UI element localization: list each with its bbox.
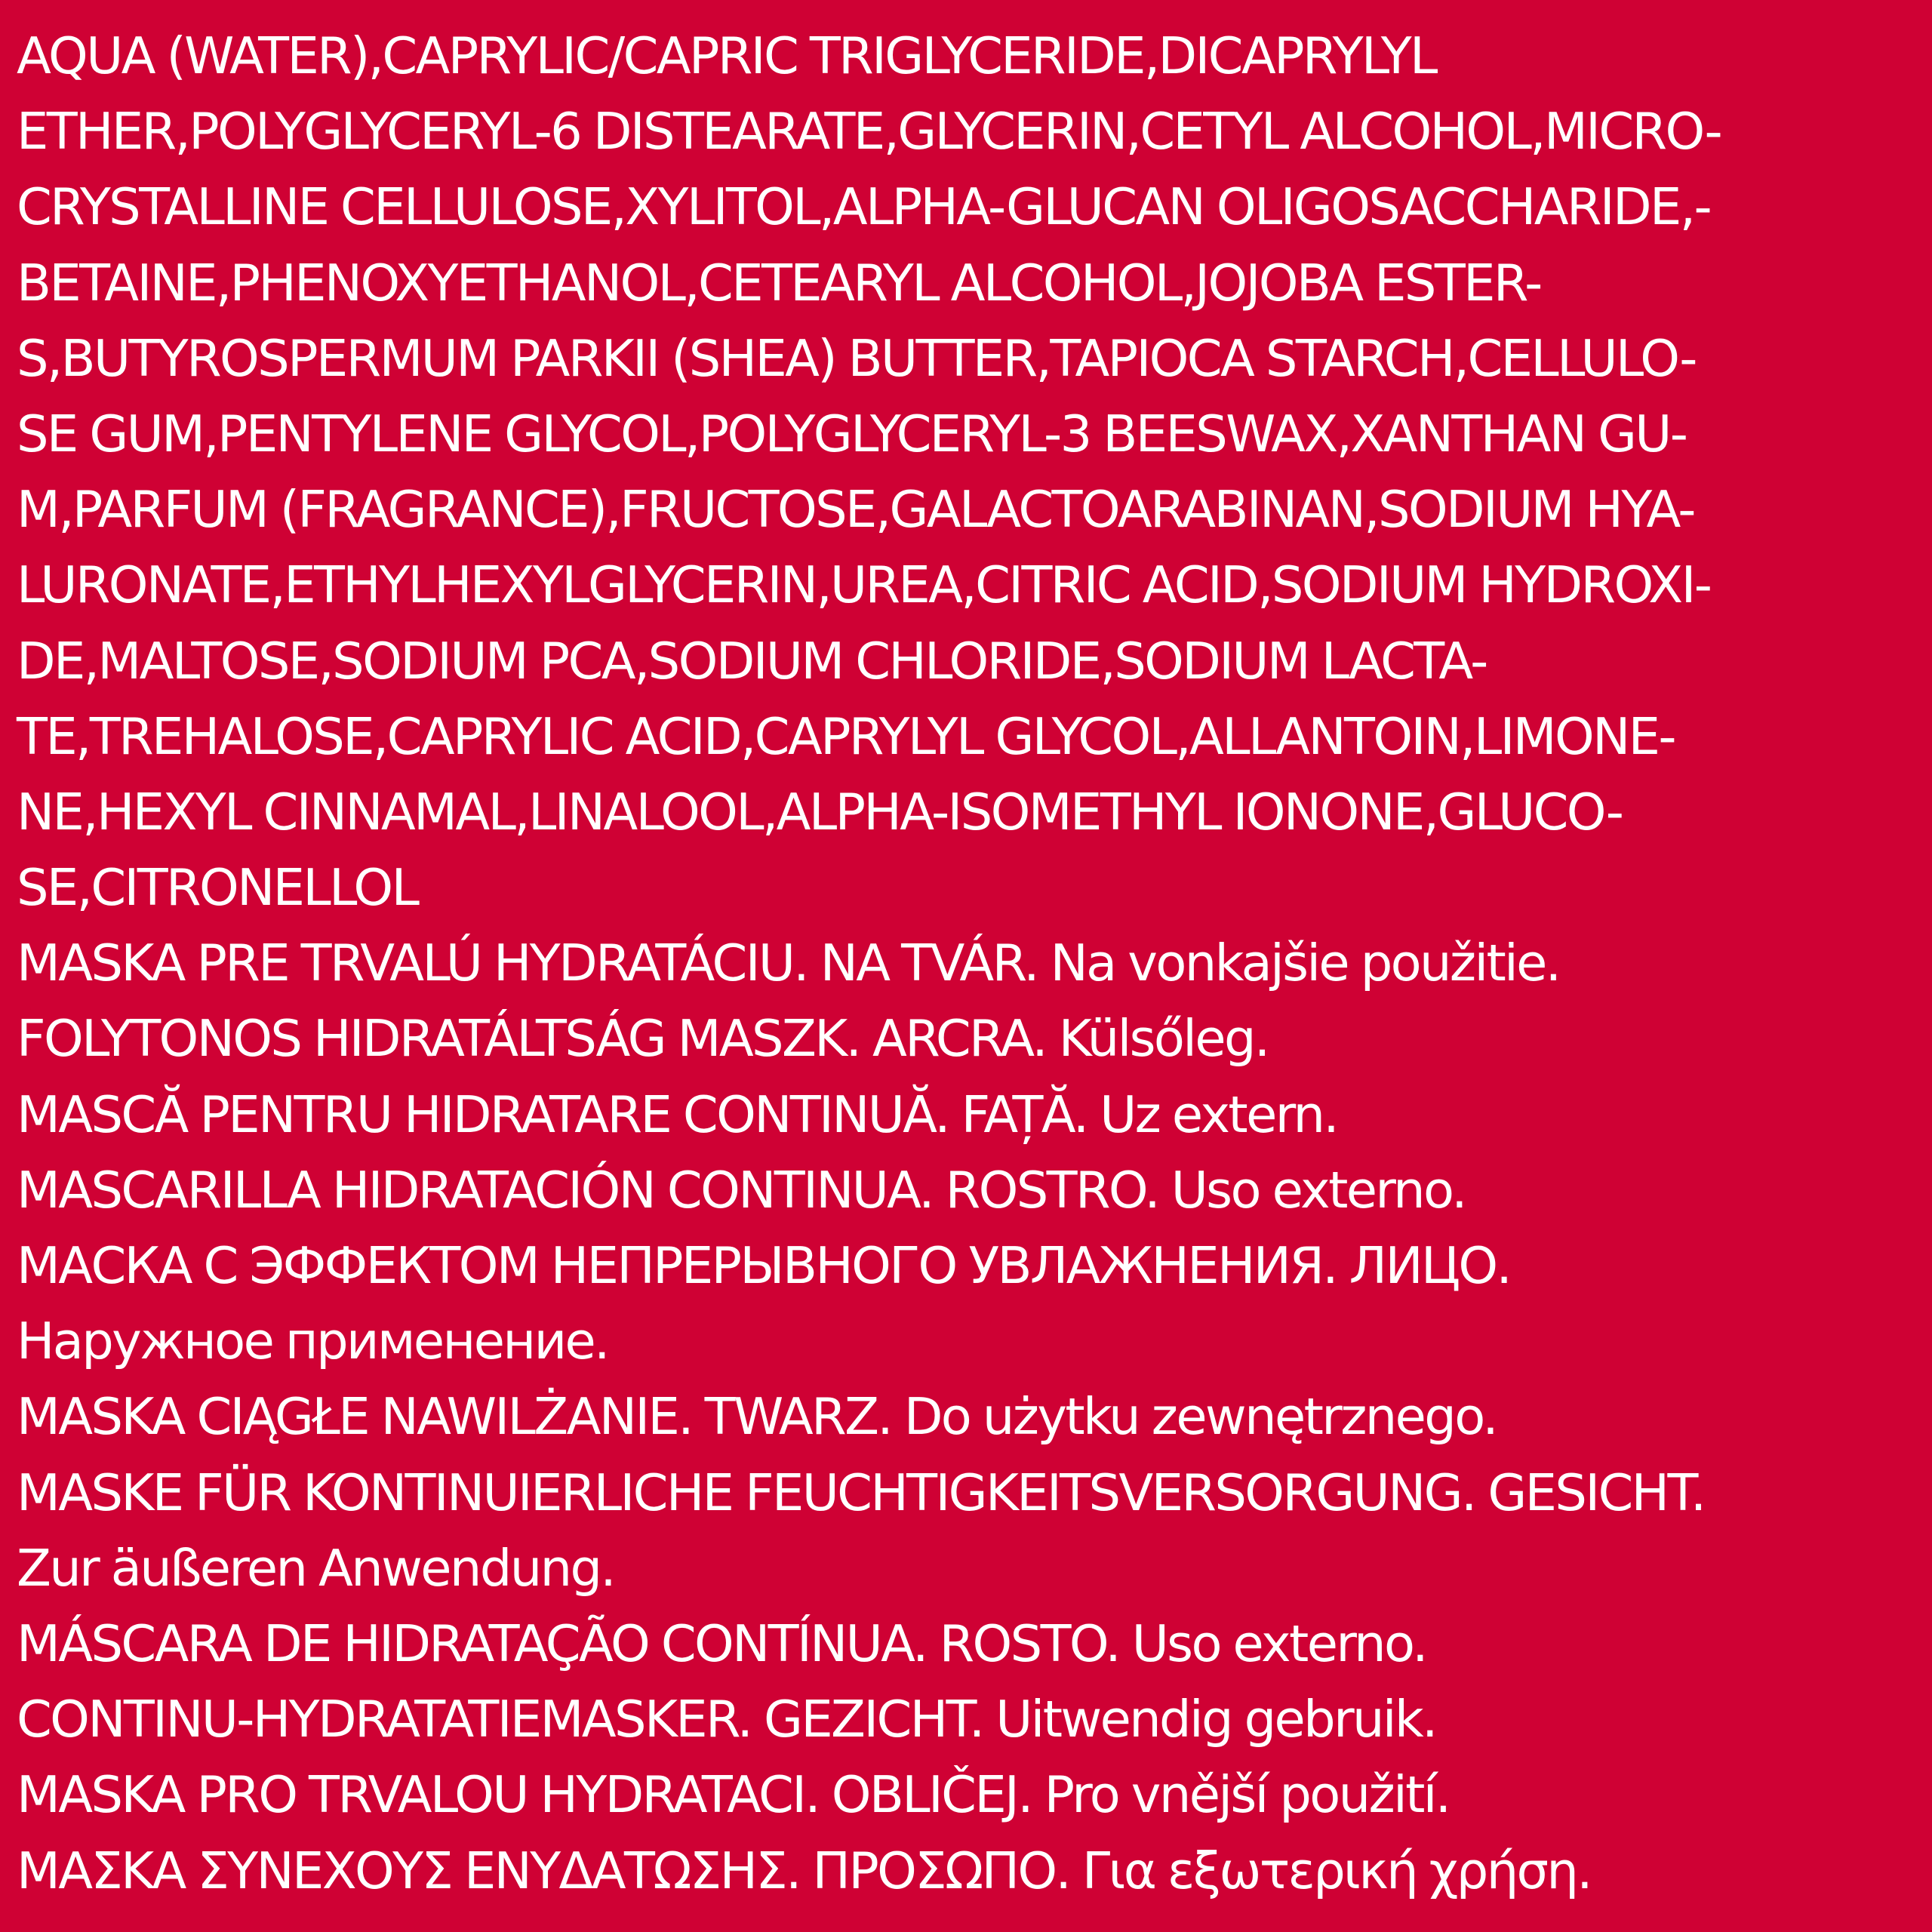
ingredients-line: CRYSTALLINE CELLULOSE,XYLITOL,ALPHA-GLUCAN OLIGOSACCHARIDE,- xyxy=(17,177,1711,237)
translation-line-dutch: CONTINU-HYDRATATIEMASKER. GEZICHT. Uitwendig gebruik. xyxy=(17,1690,1436,1749)
ingredients-line: SE GUM,PENTYLENE GLYCOL,POLYGLYCERYL-3 BEESWAX,XANTHAN GU- xyxy=(17,404,1687,463)
ingredients-line: ETHER,POLYGLYCERYL-6 DISTEARATE,GLYCERIN,CETYL ALCOHOL,MICRO- xyxy=(17,102,1721,162)
translation-line-hungarian: FOLYTONOS HIDRATÁLTSÁG MASZK. ARCRA. Külsőleg. xyxy=(17,1009,1269,1069)
ingredients-list xyxy=(17,18,1914,925)
translation-line-polish: MASKA CIĄGŁE NAWILŻANIE. TWARZ. Do użytku zewnętrznego. xyxy=(17,1387,1497,1447)
translation-line-czech: MASKA PRO TRVALOU HYDRATACI. OBLIČEJ. Pro vnější použití. xyxy=(17,1765,1450,1825)
ingredients-line: S,BUTYROSPERMUM PARKII (SHEA) BUTTER,TAPIOCA STARCH,CELLULO- xyxy=(17,328,1696,388)
translation-line-slovak: MASKA PRE TRVALÚ HYDRATÁCIU. NA TVÁR. Na vonkajšie použitie. xyxy=(17,934,1560,993)
product-description-translations xyxy=(17,925,1914,1908)
ingredients-line: TE,TREHALOSE,CAPRYLIC ACID,CAPRYLYL GLYCOL,ALLANTOIN,LIMONE- xyxy=(17,706,1675,766)
ingredients-line: BETAINE,PHENOXYETHANOL,CETEARYL ALCOHOL,JOJOBA ESTER- xyxy=(17,253,1541,312)
ingredients-line: AQUA (WATER),CAPRYLIC/CAPRIC TRIGLYCERIDE,DICAPRYLYL xyxy=(17,26,1436,85)
translation-line-romanian: MASCĂ PENTRU HIDRATARE CONTINUĂ. FAȚĂ. Uz extern. xyxy=(17,1084,1338,1144)
ingredients-line: M,PARFUM (FRAGRANCE),FRUCTOSE,GALACTOARABINAN,SODIUM HYA- xyxy=(17,480,1694,540)
ingredients-line: DE,MALTOSE,SODIUM PCA,SODIUM CHLORIDE,SODIUM LACTA- xyxy=(17,631,1487,691)
ingredients-line: LURONATE,ETHYLHEXYLGLYCERIN,UREA,CITRIC ACID,SODIUM HYDROXI- xyxy=(17,555,1711,615)
ingredients-line: NE,HEXYL CINNAMAL,LINALOOL,ALPHA-ISOMETHYL IONONE,GLUCO- xyxy=(17,782,1623,841)
translation-line-spanish: MASCARILLA HIDRATACIÓN CONTINUA. ROSTRO. Uso externo. xyxy=(17,1160,1466,1220)
translation-line-portuguese: MÁSCARA DE HIDRATAÇÃO CONTÍNUA. ROSTO. Uso externo. xyxy=(17,1614,1426,1673)
translation-line-russian-usage: Наружное применение. xyxy=(17,1312,608,1371)
ingredients-line: SE,CITRONELLOL xyxy=(17,858,418,918)
translation-line-greek: ΜΑΣΚΑ ΣΥΝΕΧΟΥΣ ΕΝΥΔΑΤΩΣΗΣ. ΠΡΟΣΩΠΟ. Για εξωτερική χρήση. xyxy=(17,1841,1591,1900)
translation-line-german: MASKE FÜR KONTINUIERLICHE FEUCHTIGKEITSVERSORGUNG. GESICHT. xyxy=(17,1463,1705,1522)
translation-line-russian: МАСКА С ЭФФЕКТОМ НЕПРЕРЫВНОГО УВЛАЖНЕНИЯ. ЛИЦО. xyxy=(17,1236,1511,1295)
translation-line-german-usage: Zur äußeren Anwendung. xyxy=(17,1538,615,1598)
